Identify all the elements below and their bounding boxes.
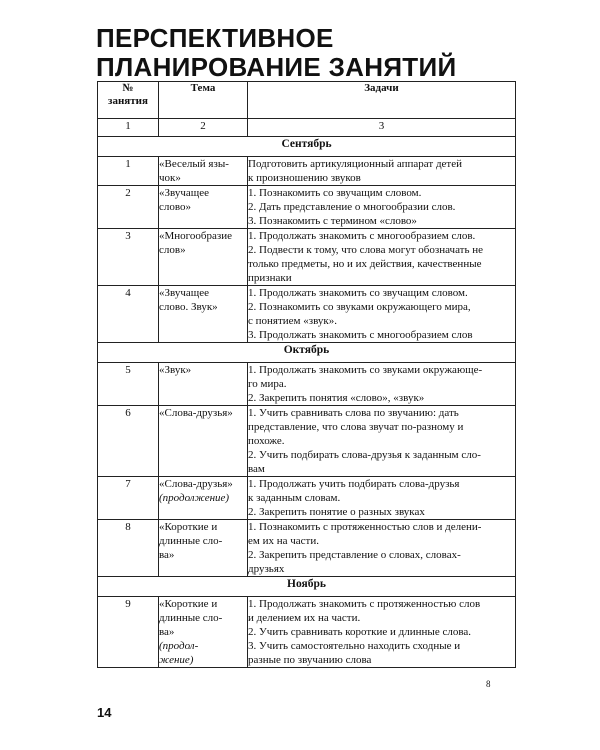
task-line: похоже. bbox=[248, 435, 285, 447]
topic-line: «Веселый язы- bbox=[159, 158, 229, 170]
lesson-topic bbox=[159, 406, 248, 477]
topic-line: «Звучащее bbox=[159, 287, 209, 299]
lesson-topic bbox=[159, 286, 248, 343]
topic-line: длинные сло- bbox=[159, 612, 223, 624]
page-number: 14 bbox=[97, 705, 112, 720]
topic-line: «Звучащее bbox=[159, 187, 209, 199]
lesson-row bbox=[98, 477, 516, 520]
lesson-topic bbox=[159, 597, 248, 668]
task-line: 2. Познакомить со звуками окружающего мира, bbox=[248, 301, 471, 313]
page-title-line-2: ПЛАНИРОВАНИЕ ЗАНЯТИЙ bbox=[96, 52, 457, 82]
header-row bbox=[98, 82, 516, 119]
header-number bbox=[98, 82, 159, 119]
task-line: 2. Учить сравнивать короткие и длинные слова. bbox=[248, 626, 472, 638]
topic-continuation: жение) bbox=[159, 654, 194, 666]
task-line: только предметы, но и их действия, качественные bbox=[248, 258, 482, 270]
lesson-tasks bbox=[248, 286, 516, 343]
column-number-1: 1 bbox=[98, 119, 159, 137]
task-line: 3. Продолжать знакомить с многообразием слов bbox=[248, 329, 473, 341]
lesson-tasks bbox=[248, 229, 516, 286]
lesson-row bbox=[98, 597, 516, 668]
lesson-topic bbox=[159, 229, 248, 286]
column-number-3: 3 bbox=[248, 119, 516, 137]
topic-line: «Многообразие bbox=[159, 230, 232, 242]
task-line: 2. Закрепить понятия «слово», «звук» bbox=[248, 392, 425, 404]
task-line: с понятием «звук». bbox=[248, 315, 338, 327]
page-title bbox=[96, 24, 456, 82]
task-line: 1. Продолжать знакомить с протяженностью слов bbox=[248, 598, 481, 610]
lesson-row bbox=[98, 363, 516, 406]
header-number-symbol: № bbox=[122, 82, 134, 94]
lesson-topic bbox=[159, 520, 248, 577]
lesson-tasks bbox=[248, 406, 516, 477]
topic-line: чок» bbox=[159, 172, 181, 184]
task-line: 1. Продолжать знакомить со звуками окружающе- bbox=[248, 364, 483, 376]
task-line: ем их на части. bbox=[248, 535, 319, 547]
header-tasks: Задачи bbox=[248, 82, 516, 119]
month-row bbox=[98, 343, 516, 363]
topic-line: ва» bbox=[159, 549, 175, 561]
month-row bbox=[98, 137, 516, 157]
task-line: к заданным словам. bbox=[248, 492, 341, 504]
page-title-line-1: ПЕРСПЕКТИВНОЕ bbox=[96, 23, 334, 53]
topic-line: «Слова-друзья» bbox=[159, 407, 233, 419]
task-line: 2. Учить подбирать слова-друзья к заданным сло- bbox=[248, 449, 481, 461]
task-line: признаки bbox=[248, 272, 292, 284]
topic-continuation: (продол- bbox=[159, 640, 199, 652]
topic-line: слово» bbox=[159, 201, 191, 213]
lesson-number: 5 bbox=[98, 363, 159, 406]
topic-line: «Слова-друзья» bbox=[159, 478, 233, 490]
task-line: представление, что слова звучат по-разному и bbox=[248, 421, 464, 433]
lesson-tasks bbox=[248, 363, 516, 406]
task-line: 2. Дать представление о многообразии слов. bbox=[248, 201, 456, 213]
task-line: вам bbox=[248, 463, 265, 475]
column-number-row bbox=[98, 119, 516, 137]
lesson-row bbox=[98, 186, 516, 229]
lesson-row bbox=[98, 406, 516, 477]
task-line: 2. Подвести к тому, что слова могут обозначать не bbox=[248, 244, 484, 256]
lesson-number: 9 bbox=[98, 597, 159, 668]
task-line: разные по звучанию слова bbox=[248, 654, 372, 666]
lesson-number: 6 bbox=[98, 406, 159, 477]
lesson-row bbox=[98, 286, 516, 343]
task-line: 2. Закрепить представление о словах, словах- bbox=[248, 549, 461, 561]
task-line: 1. Продолжать знакомить с многообразием слов. bbox=[248, 230, 476, 242]
lesson-number: 8 bbox=[98, 520, 159, 577]
lesson-plan-table bbox=[97, 81, 516, 668]
lesson-topic bbox=[159, 157, 248, 186]
task-line: 1. Учить сравнивать слова по звучанию: дать bbox=[248, 407, 459, 419]
task-line: друзьях bbox=[248, 563, 285, 575]
lesson-tasks bbox=[248, 477, 516, 520]
topic-line: «Звук» bbox=[159, 364, 192, 376]
lesson-number: 4 bbox=[98, 286, 159, 343]
lesson-tasks bbox=[248, 520, 516, 577]
lesson-number: 1 bbox=[98, 157, 159, 186]
task-line: и делением их на части. bbox=[248, 612, 361, 624]
task-line: 1. Продолжать знакомить со звучащим словом. bbox=[248, 287, 468, 299]
lesson-number: 2 bbox=[98, 186, 159, 229]
month-label: Ноябрь bbox=[98, 577, 516, 597]
topic-continuation: (продолжение) bbox=[159, 492, 230, 504]
topic-line: ва» bbox=[159, 626, 175, 638]
header-number-label: занятия bbox=[108, 95, 148, 107]
lesson-row bbox=[98, 520, 516, 577]
task-line: 1. Продолжать учить подбирать слова-друзья bbox=[248, 478, 460, 490]
lesson-tasks bbox=[248, 186, 516, 229]
corner-mark: 8 bbox=[486, 679, 491, 689]
task-line: 1. Познакомить с протяженностью слов и делени- bbox=[248, 521, 482, 533]
lesson-row bbox=[98, 229, 516, 286]
topic-line: «Короткие и bbox=[159, 598, 218, 610]
lesson-tasks bbox=[248, 157, 516, 186]
topic-line: длинные сло- bbox=[159, 535, 223, 547]
task-line: 1. Познакомить со звучащим словом. bbox=[248, 187, 422, 199]
month-label: Сентябрь bbox=[98, 137, 516, 157]
lesson-number: 3 bbox=[98, 229, 159, 286]
lesson-number: 7 bbox=[98, 477, 159, 520]
task-line: к произношению звуков bbox=[248, 172, 361, 184]
lesson-row bbox=[98, 157, 516, 186]
task-line: Подготовить артикуляционный аппарат детей bbox=[248, 158, 462, 170]
column-number-2: 2 bbox=[159, 119, 248, 137]
header-topic: Тема bbox=[159, 82, 248, 119]
task-line: 3. Учить самостоятельно находить сходные и bbox=[248, 640, 461, 652]
month-label: Октябрь bbox=[98, 343, 516, 363]
table-body bbox=[98, 119, 516, 668]
topic-line: слово. Звук» bbox=[159, 301, 218, 313]
lesson-topic bbox=[159, 186, 248, 229]
topic-line: слов» bbox=[159, 244, 186, 256]
lesson-topic bbox=[159, 477, 248, 520]
lesson-topic bbox=[159, 363, 248, 406]
task-line: 2. Закрепить понятие о разных звуках bbox=[248, 506, 425, 518]
task-line: го мира. bbox=[248, 378, 287, 390]
month-row bbox=[98, 577, 516, 597]
task-line: 3. Познакомить с термином «слово» bbox=[248, 215, 417, 227]
lesson-tasks bbox=[248, 597, 516, 668]
topic-line: «Короткие и bbox=[159, 521, 218, 533]
